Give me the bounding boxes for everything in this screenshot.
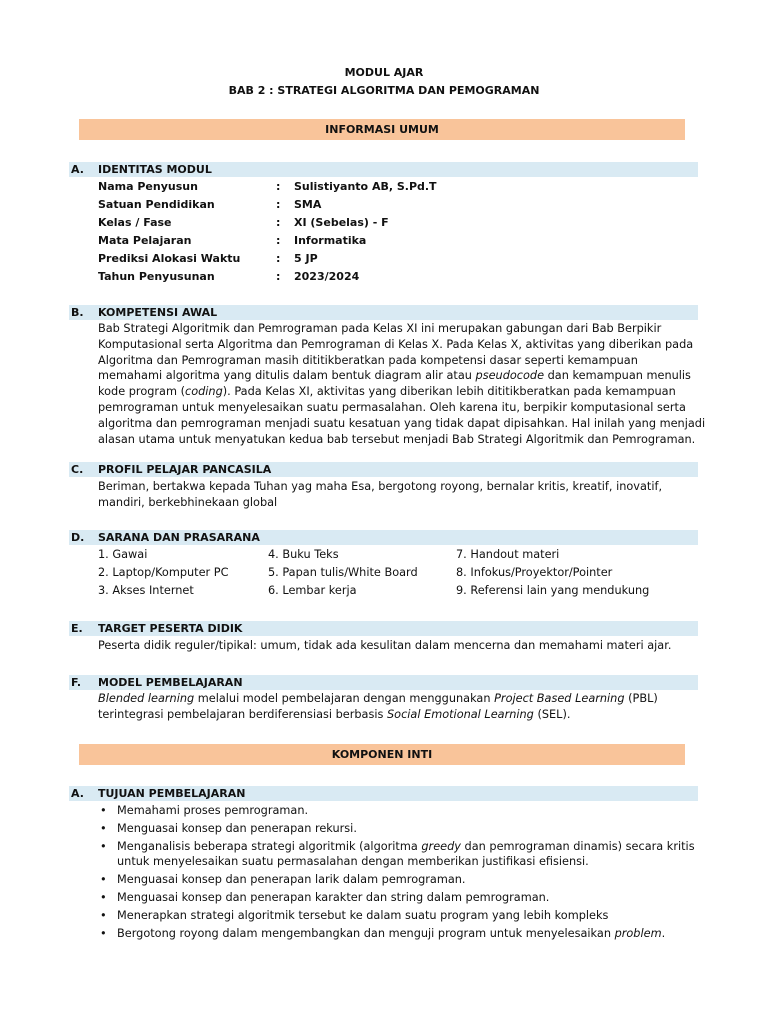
identity-key: Kelas / Fase [98, 216, 172, 229]
identity-sep: : [276, 252, 281, 265]
text-line: Komputasional serta Algoritma dan Pemrograman di Kelas X. Pada Kelas X, aktivitas yang diberikan pada [98, 337, 694, 351]
identity-row [98, 180, 437, 193]
bullet-icon: • [100, 873, 107, 887]
identity-row [98, 234, 367, 247]
identity-row [98, 216, 389, 229]
identity-sep: : [276, 270, 281, 283]
identity-row [98, 198, 322, 211]
chapter-title: BAB 2 : STRATEGI ALGORITMA DAN PEMOGRAMAN [228, 84, 540, 97]
italic-term: pseudocode [475, 369, 545, 383]
text-line: Bab Strategi Algoritmik dan Pemrograman pada Kelas XI ini merupakan gabungan dari Bab Berpikir [98, 322, 662, 335]
bullet-icon: • [100, 926, 107, 940]
text-line: Beriman, bertakwa kepada Tuhan yag maha Esa, bergotong royong, bernalar kritis, kreatif, inovatif, [98, 480, 663, 493]
sarana-item: 4. Buku Teks [268, 548, 339, 561]
section-letter: A. [71, 787, 84, 800]
identity-value: SMA [294, 198, 322, 211]
section-title: MODEL PEMBELAJARAN [98, 676, 243, 689]
section-letter: F. [71, 676, 82, 689]
section-e-header [69, 621, 698, 636]
sarana-item: 5. Papan tulis/White Board [268, 566, 418, 579]
text-line: mandiri, berkebhinekaan global [98, 495, 278, 509]
section-c-header [69, 462, 698, 477]
list-item: • Menerapkan strategi algoritmik tersebut ke dalam suatu program yang lebih kompleks [100, 908, 609, 922]
module-title: MODUL AJAR [344, 66, 424, 79]
section-title: PROFIL PELAJAR PANCASILA [98, 463, 272, 476]
text-line: pemrograman untuk menyelesaikan suatu permasalahan. Oleh karena itu, berpikir komputasional serta [98, 400, 686, 414]
text-line: terintegrasi pembelajaran berdiferensiasi berbasis Social Emotional Learning (SEL). [98, 707, 571, 721]
section-b-header [69, 305, 698, 320]
identity-key: Mata Pelajaran [98, 234, 192, 247]
informasi-umum-banner: INFORMASI UMUM [79, 119, 685, 140]
section-letter: C. [71, 463, 84, 476]
section-f-header [69, 675, 698, 690]
tujuan-list [100, 803, 700, 941]
sarana-item: 6. Lembar kerja [268, 584, 357, 597]
text-line: Peserta didik reguler/tipikal: umum, tidak ada kesulitan dalam mencerna dan memahami materi ajar. [98, 639, 672, 652]
italic-term: Project Based Learning [494, 692, 625, 705]
sarana-item: 7. Handout materi [456, 548, 560, 561]
identity-sep: : [276, 180, 281, 193]
identity-value: Informatika [294, 234, 367, 247]
tujuan-header [69, 786, 698, 801]
kompetensi-awal-text [98, 321, 706, 447]
section-letter: A. [71, 163, 84, 176]
bullet-icon: • [100, 908, 107, 922]
italic-term: coding [184, 385, 223, 399]
text-line: Algoritma dan Pemrograman masih dititikberatkan pada kompetensi dasar seperti kemampuan [98, 353, 638, 367]
identity-value: 5 JP [294, 252, 318, 265]
section-title: TARGET PESERTA DIDIK [98, 622, 243, 635]
italic-term: Blended learning [98, 692, 195, 705]
identity-row [98, 252, 318, 265]
text-line: Blended learning melalui model pembelajaran dengan menggunakan Project Based Learning (PBL) [98, 692, 658, 705]
list-item: • Menganalisis beberapa strategi algoritmik (algoritma greedy dan pemrograman dinamis) secara kritis untuk menyelesaikan suatu permasalahan dengan memberikan justifikasi efisiensi. [100, 839, 695, 869]
list-item: • Memahami proses pemrograman. [100, 804, 309, 817]
section-title: IDENTITAS MODUL [98, 163, 212, 176]
italic-term: problem [614, 926, 662, 940]
bullet-icon: • [100, 890, 107, 904]
identity-sep: : [276, 234, 281, 247]
list-item: • Menguasai konsep dan penerapan karakter dan string dalam pemrograman. [100, 890, 550, 904]
komponen-inti-banner: KOMPONEN INTI [79, 744, 685, 765]
identity-key: Prediksi Alokasi Waktu [98, 252, 241, 265]
target-peserta-text [98, 638, 698, 654]
model-pembelajaran-text [98, 691, 698, 723]
text-line: algoritma dan pemrograman menjadi suatu kesatuan yang tidak dapat dipisahkan. Hal inilah yang menjadi [98, 416, 706, 430]
text-line: memahami algoritma yang ditulis dalam bentuk diagram alir atau pseudocode dan kemampuan menulis [98, 369, 691, 383]
sarana-item: 3. Akses Internet [98, 584, 194, 597]
identity-value: Sulistiyanto AB, S.Pd.T [294, 180, 437, 193]
section-title: KOMPETENSI AWAL [98, 306, 218, 319]
italic-term: Social Emotional Learning [386, 707, 534, 721]
sarana-item: 2. Laptop/Komputer PC [98, 566, 229, 579]
profil-pelajar-text [98, 479, 698, 511]
section-a-header [69, 162, 698, 177]
identity-value: XI (Sebelas) - F [294, 216, 389, 229]
bullet-icon: • [100, 821, 107, 835]
identity-key: Tahun Penyusunan [98, 270, 215, 283]
identity-value: 2023/2024 [294, 270, 360, 283]
list-item: • Menguasai konsep dan penerapan larik dalam pemrograman. [100, 873, 466, 887]
section-letter: E. [71, 622, 83, 635]
section-title: TUJUAN PEMBELAJARAN [98, 787, 246, 800]
bullet-icon: • [100, 839, 107, 853]
identity-sep: : [276, 198, 281, 211]
text-line: kode program (coding). Pada Kelas XI, aktivitas yang diberikan lebih dititikberatkan pada kemampuan [98, 385, 676, 399]
bullet-icon: • [100, 804, 107, 817]
list-item: • Bergotong royong dalam mengembangkan dan menguji program untuk menyelesaikan problem. [100, 926, 666, 940]
identity-key: Satuan Pendidikan [98, 198, 215, 211]
text-line: alasan utama untuk menyatukan kedua bab tersebut menjadi Bab Strategi Algoritmik dan Pemrograman. [98, 432, 696, 446]
identity-sep: : [276, 216, 281, 229]
sarana-item: 8. Infokus/Proyektor/Pointer [456, 566, 613, 579]
sarana-item: 9. Referensi lain yang mendukung [456, 584, 650, 597]
section-letter: B. [71, 306, 84, 319]
identity-row [98, 270, 360, 283]
sarana-item: 1. Gawai [98, 548, 148, 561]
section-d-header [69, 530, 698, 545]
italic-term: greedy [421, 839, 461, 853]
section-title: SARANA DAN PRASARANA [98, 531, 260, 544]
sarana-list [98, 548, 698, 604]
identity-key: Nama Penyusun [98, 180, 198, 193]
section-letter: D. [71, 531, 85, 544]
list-item: • Menguasai konsep dan penerapan rekursi. [100, 821, 357, 835]
